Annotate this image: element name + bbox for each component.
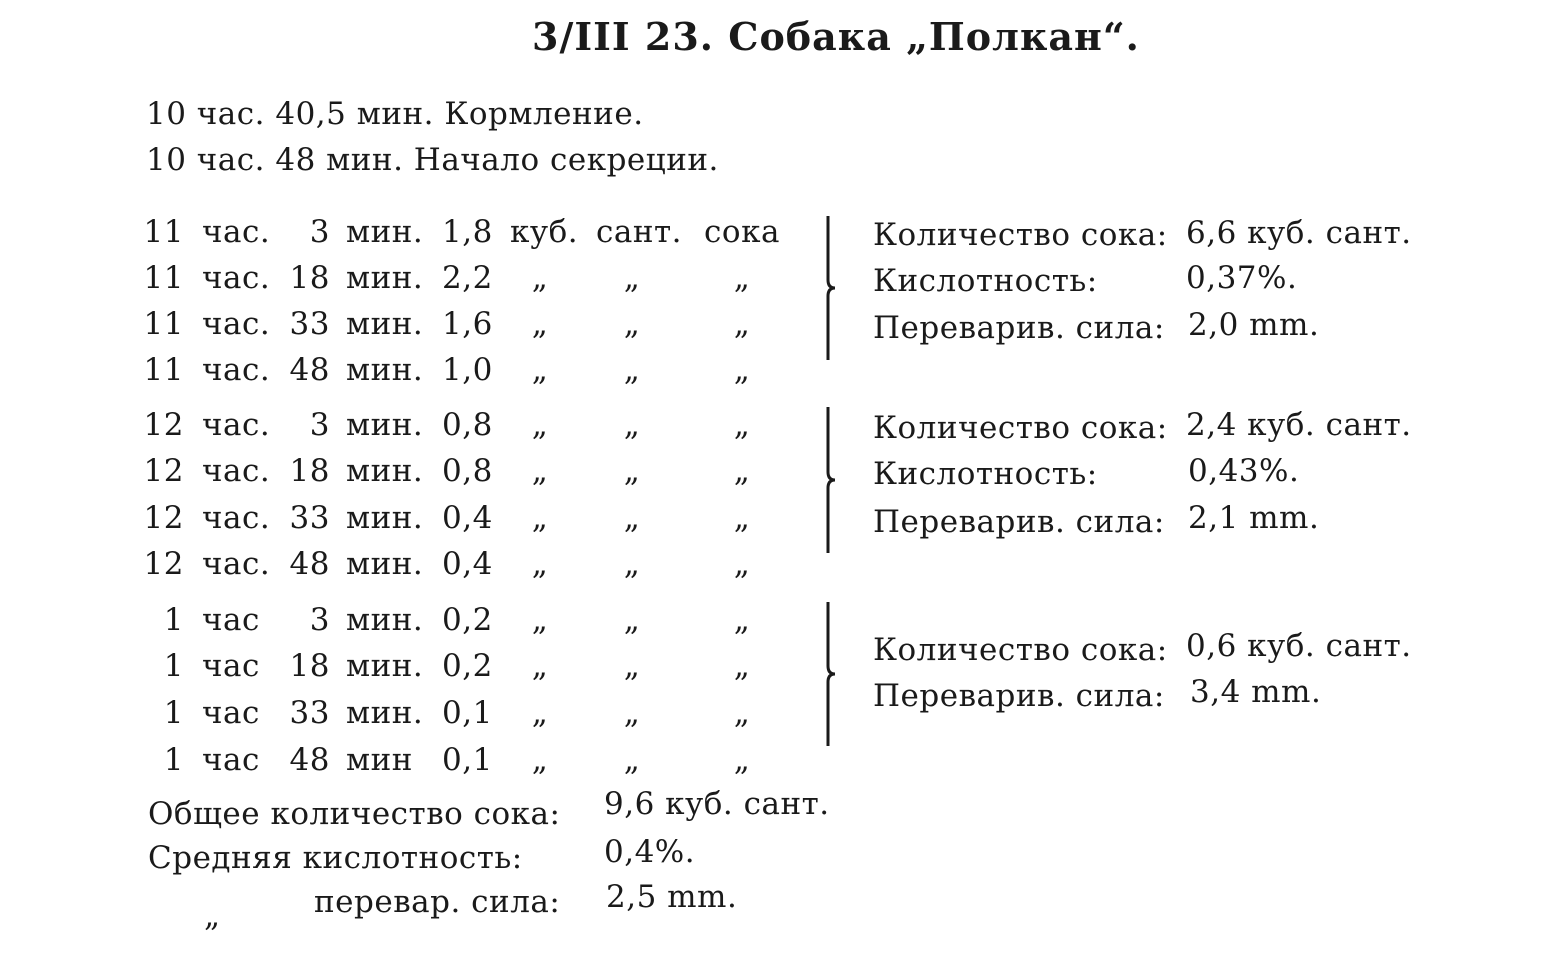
minute-unit: мин xyxy=(346,742,413,778)
unit-col-3: „ xyxy=(733,695,751,731)
unit-col-3: „ xyxy=(733,602,751,638)
average-power-label: перевар. сила: xyxy=(314,884,561,920)
hour-value: 12 xyxy=(143,546,184,582)
unit-col-3: „ xyxy=(733,352,751,388)
hour-unit: час. xyxy=(202,500,271,536)
minute-value: 33 xyxy=(289,695,330,731)
hour-unit: час. xyxy=(202,214,271,250)
unit-col-1: „ xyxy=(531,742,549,778)
average-acidity-value: 0,4%. xyxy=(604,834,696,870)
hour-value: 12 xyxy=(143,407,184,443)
unit-col-2: „ xyxy=(623,648,641,684)
hour-unit: час. xyxy=(202,546,271,582)
minute-unit: мин. xyxy=(346,602,424,638)
unit-col-2: „ xyxy=(623,306,641,342)
total-amount-label: Общее количество сока: xyxy=(148,796,561,832)
unit-col-3: „ xyxy=(733,500,751,536)
group3-amount-value: 0,6 куб. сант. xyxy=(1186,628,1412,664)
group1-acidity-label: Кислотность: xyxy=(873,263,1098,299)
volume-value: 0,2 xyxy=(442,602,493,638)
hour-unit: час. xyxy=(202,306,271,342)
minute-value: 3 xyxy=(309,602,330,638)
average-power-value: 2,5 mm. xyxy=(606,879,738,915)
minute-unit: мин. xyxy=(346,306,424,342)
volume-value: 1,0 xyxy=(442,352,493,388)
brace-group-3 xyxy=(822,600,838,748)
hour-value: 12 xyxy=(143,500,184,536)
minute-value: 48 xyxy=(289,546,330,582)
volume-value: 1,6 xyxy=(442,306,493,342)
unit-col-3: „ xyxy=(733,648,751,684)
unit-col-1: куб. xyxy=(510,214,579,250)
unit-col-3: „ xyxy=(733,546,751,582)
unit-col-3: „ xyxy=(733,306,751,342)
volume-value: 0,1 xyxy=(442,695,493,731)
minute-unit: мин. xyxy=(346,648,424,684)
minute-value: 3 xyxy=(309,407,330,443)
minute-value: 3 xyxy=(309,214,330,250)
minute-unit: мин. xyxy=(346,546,424,582)
group2-power-label: Переварив. сила: xyxy=(873,504,1165,540)
hour-value: 11 xyxy=(143,352,184,388)
unit-col-1: „ xyxy=(531,260,549,296)
minute-value: 18 xyxy=(289,648,330,684)
minute-unit: мин. xyxy=(346,500,424,536)
minute-unit: мин. xyxy=(346,453,424,489)
group2-power-value: 2,1 mm. xyxy=(1188,500,1320,536)
group3-amount-label: Количество сока: xyxy=(873,632,1168,668)
group1-acidity-value: 0,37%. xyxy=(1186,260,1298,296)
group1-amount-label: Количество сока: xyxy=(873,217,1168,253)
minute-value: 48 xyxy=(289,742,330,778)
unit-col-2: „ xyxy=(623,407,641,443)
hour-unit: час. xyxy=(202,260,271,296)
hour-value: 1 xyxy=(163,695,184,731)
unit-col-1: „ xyxy=(531,648,549,684)
group2-acidity-label: Кислотность: xyxy=(873,456,1098,492)
volume-value: 0,4 xyxy=(442,500,493,536)
unit-col-1: „ xyxy=(531,306,549,342)
hour-value: 1 xyxy=(163,602,184,638)
unit-col-2: „ xyxy=(623,352,641,388)
hour-unit: час. xyxy=(202,352,271,388)
hour-value: 1 xyxy=(163,648,184,684)
group2-amount-value: 2,4 куб. сант. xyxy=(1186,407,1412,443)
group3-power-value: 3,4 mm. xyxy=(1190,674,1322,710)
volume-value: 0,4 xyxy=(442,546,493,582)
intro-line-feeding: 10 час. 40,5 мин. Кормление. xyxy=(146,96,644,132)
minute-value: 18 xyxy=(289,260,330,296)
minute-value: 33 xyxy=(289,306,330,342)
hour-unit: час xyxy=(202,695,260,731)
unit-col-2: „ xyxy=(623,546,641,582)
minute-value: 33 xyxy=(289,500,330,536)
average-acidity-label: Средняя кислотность: xyxy=(148,840,523,876)
total-amount-value: 9,6 куб. сант. xyxy=(604,786,830,822)
unit-col-1: „ xyxy=(531,546,549,582)
hour-value: 11 xyxy=(143,306,184,342)
brace-group-1 xyxy=(822,214,838,362)
volume-value: 1,8 xyxy=(442,214,493,250)
group3-power-label: Переварив. сила: xyxy=(873,678,1165,714)
minute-unit: мин. xyxy=(346,214,424,250)
minute-value: 48 xyxy=(289,352,330,388)
unit-col-1: „ xyxy=(531,602,549,638)
volume-value: 0,8 xyxy=(442,453,493,489)
minute-unit: мин. xyxy=(346,260,424,296)
intro-line-secretion-start: 10 час. 48 мин. Начало секреции. xyxy=(146,142,719,178)
unit-col-1: „ xyxy=(531,500,549,536)
unit-col-2: сант. xyxy=(596,214,683,250)
unit-col-3: „ xyxy=(733,742,751,778)
unit-col-3: сока xyxy=(704,214,780,250)
unit-col-2: „ xyxy=(623,602,641,638)
unit-col-2: „ xyxy=(623,695,641,731)
minute-unit: мин. xyxy=(346,407,424,443)
group1-amount-value: 6,6 куб. сант. xyxy=(1186,215,1412,251)
volume-value: 2,2 xyxy=(442,260,493,296)
page-title: 3/III 23. Собака „Полкан“. xyxy=(532,14,1140,59)
unit-col-1: „ xyxy=(531,407,549,443)
group1-power-value: 2,0 mm. xyxy=(1188,307,1320,343)
unit-col-2: „ xyxy=(623,742,641,778)
summary-ditto-mark: „ xyxy=(204,898,221,934)
hour-value: 11 xyxy=(143,214,184,250)
group1-power-label: Переварив. сила: xyxy=(873,310,1165,346)
minute-unit: мин. xyxy=(346,695,424,731)
hour-value: 11 xyxy=(143,260,184,296)
minute-unit: мин. xyxy=(346,352,424,388)
unit-col-2: „ xyxy=(623,260,641,296)
hour-unit: час xyxy=(202,742,260,778)
unit-col-2: „ xyxy=(623,453,641,489)
hour-value: 12 xyxy=(143,453,184,489)
volume-value: 0,8 xyxy=(442,407,493,443)
group2-amount-label: Количество сока: xyxy=(873,410,1168,446)
unit-col-3: „ xyxy=(733,453,751,489)
group2-acidity-value: 0,43%. xyxy=(1188,453,1300,489)
unit-col-1: „ xyxy=(531,695,549,731)
minute-value: 18 xyxy=(289,453,330,489)
unit-col-1: „ xyxy=(531,352,549,388)
unit-col-3: „ xyxy=(733,407,751,443)
hour-unit: час. xyxy=(202,453,271,489)
volume-value: 0,1 xyxy=(442,742,493,778)
unit-col-3: „ xyxy=(733,260,751,296)
volume-value: 0,2 xyxy=(442,648,493,684)
hour-unit: час xyxy=(202,648,260,684)
hour-value: 1 xyxy=(163,742,184,778)
unit-col-2: „ xyxy=(623,500,641,536)
hour-unit: час. xyxy=(202,407,271,443)
brace-group-2 xyxy=(822,405,838,555)
hour-unit: час xyxy=(202,602,260,638)
unit-col-1: „ xyxy=(531,453,549,489)
